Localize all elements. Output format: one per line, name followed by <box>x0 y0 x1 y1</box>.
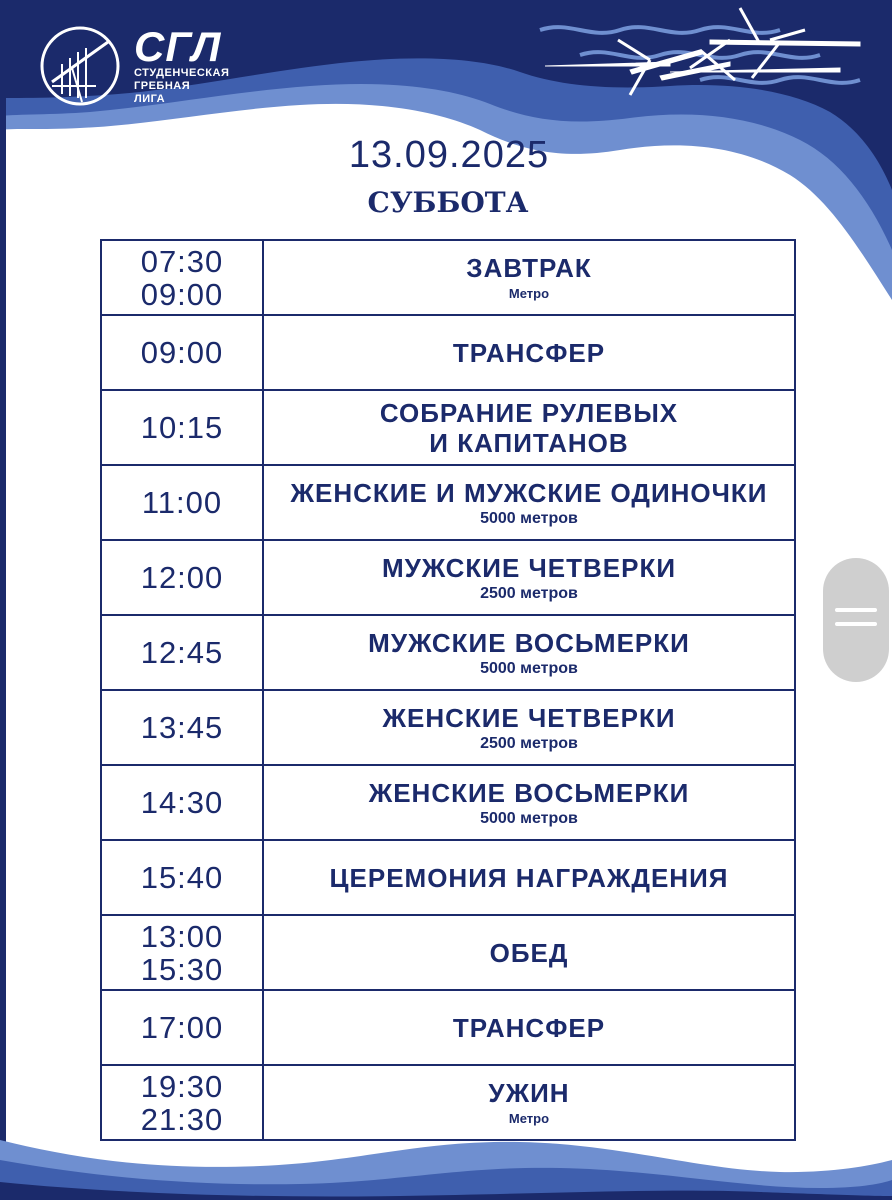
event-cell <box>263 990 795 1065</box>
time-cell <box>101 990 263 1065</box>
time-end: 21:30 <box>140 1101 224 1137</box>
schedule-row <box>101 615 795 690</box>
event-cell <box>263 240 795 315</box>
time-cell <box>101 390 263 465</box>
time-start: 13:45 <box>140 710 224 745</box>
event-cell <box>263 615 795 690</box>
event-title: МУЖСКИЕ ВОСЬМЕРКИ <box>368 627 690 658</box>
schedule-day: СУББОТА <box>367 186 529 219</box>
schedule-row <box>101 465 795 540</box>
event-subtitle: Метро <box>508 1110 550 1126</box>
event-subtitle: 2500 метров <box>480 584 578 602</box>
schedule-row <box>101 690 795 765</box>
time-cell <box>101 615 263 690</box>
schedule-row <box>101 990 795 1065</box>
event-subtitle: 5000 метров <box>480 809 578 827</box>
league-logo <box>38 24 229 108</box>
event-subtitle: 5000 метров <box>480 509 578 527</box>
event-title: ТРАНСФЕР <box>452 1012 606 1043</box>
time-start: 09:00 <box>140 335 224 370</box>
schedule-row <box>101 390 795 465</box>
event-subtitle: 5000 метров <box>480 659 578 677</box>
schedule-row <box>101 915 795 990</box>
time-cell <box>101 840 263 915</box>
time-start: 17:00 <box>140 1010 224 1045</box>
time-start: 19:30 <box>140 1068 224 1104</box>
time-start: 12:00 <box>140 560 224 595</box>
time-cell <box>101 915 263 990</box>
time-start: 15:40 <box>140 860 224 895</box>
event-title: СОБРАНИЕ РУЛЕВЫХ <box>379 397 679 428</box>
time-start: 12:45 <box>140 635 224 670</box>
schedule-row <box>101 540 795 615</box>
time-start: 10:15 <box>140 410 224 445</box>
logo-line-2: ГРЕБНАЯ <box>134 79 191 92</box>
time-start: 14:30 <box>140 785 224 820</box>
event-title: ТРАНСФЕР <box>452 337 606 368</box>
schedule-row <box>101 765 795 840</box>
time-start: 07:30 <box>140 243 224 279</box>
event-cell <box>263 765 795 840</box>
event-cell <box>263 915 795 990</box>
event-cell <box>263 540 795 615</box>
drag-handle-icon <box>835 608 877 612</box>
event-title: ЖЕНСКИЕ ЧЕТВЕРКИ <box>382 702 676 733</box>
event-title: ЦЕРЕМОНИЯ НАГРАЖДЕНИЯ <box>329 862 729 893</box>
left-edge-strip <box>0 0 6 1200</box>
time-cell <box>101 765 263 840</box>
logo-line-1: СТУДЕНЧЕСКАЯ <box>134 66 230 79</box>
time-cell <box>101 315 263 390</box>
schedule-table <box>100 239 796 1141</box>
time-cell <box>101 465 263 540</box>
event-title: ЖЕНСКИЕ И МУЖСКИЕ ОДИНОЧКИ <box>290 477 768 508</box>
time-end: 15:30 <box>140 951 224 987</box>
event-cell <box>263 390 795 465</box>
logo-abbreviation: СГЛ <box>134 22 222 70</box>
schedule-row <box>101 240 795 315</box>
logo-line-3: ЛИГА <box>134 92 166 105</box>
event-cell <box>263 315 795 390</box>
league-emblem-icon <box>38 24 122 108</box>
footer-wave-background <box>0 1100 892 1200</box>
rowing-boats-illustration <box>530 0 892 120</box>
time-end: 09:00 <box>140 276 224 312</box>
scroll-drag-handle[interactable] <box>823 558 889 682</box>
schedule-row <box>101 840 795 915</box>
schedule-date: 13.09.2025 <box>348 134 550 176</box>
event-title: ЗАВТРАК <box>466 252 592 283</box>
event-title: УЖИН <box>488 1077 570 1108</box>
event-subtitle: 2500 метров <box>480 734 578 752</box>
event-cell <box>263 465 795 540</box>
drag-handle-icon <box>835 622 877 626</box>
event-cell <box>263 840 795 915</box>
event-title: ЖЕНСКИЕ ВОСЬМЕРКИ <box>368 777 690 808</box>
schedule-row <box>101 315 795 390</box>
event-title-line-2: И КАПИТАНОВ <box>429 427 629 458</box>
time-cell <box>101 690 263 765</box>
event-title: ОБЕД <box>489 937 569 968</box>
schedule-table-body <box>101 240 795 1140</box>
time-cell <box>101 240 263 315</box>
event-title: МУЖСКИЕ ЧЕТВЕРКИ <box>381 552 677 583</box>
event-cell <box>263 690 795 765</box>
time-start: 11:00 <box>141 485 223 520</box>
time-start: 13:00 <box>140 918 224 954</box>
event-subtitle: Метро <box>508 285 550 301</box>
logo-text <box>134 22 230 106</box>
time-cell <box>101 540 263 615</box>
